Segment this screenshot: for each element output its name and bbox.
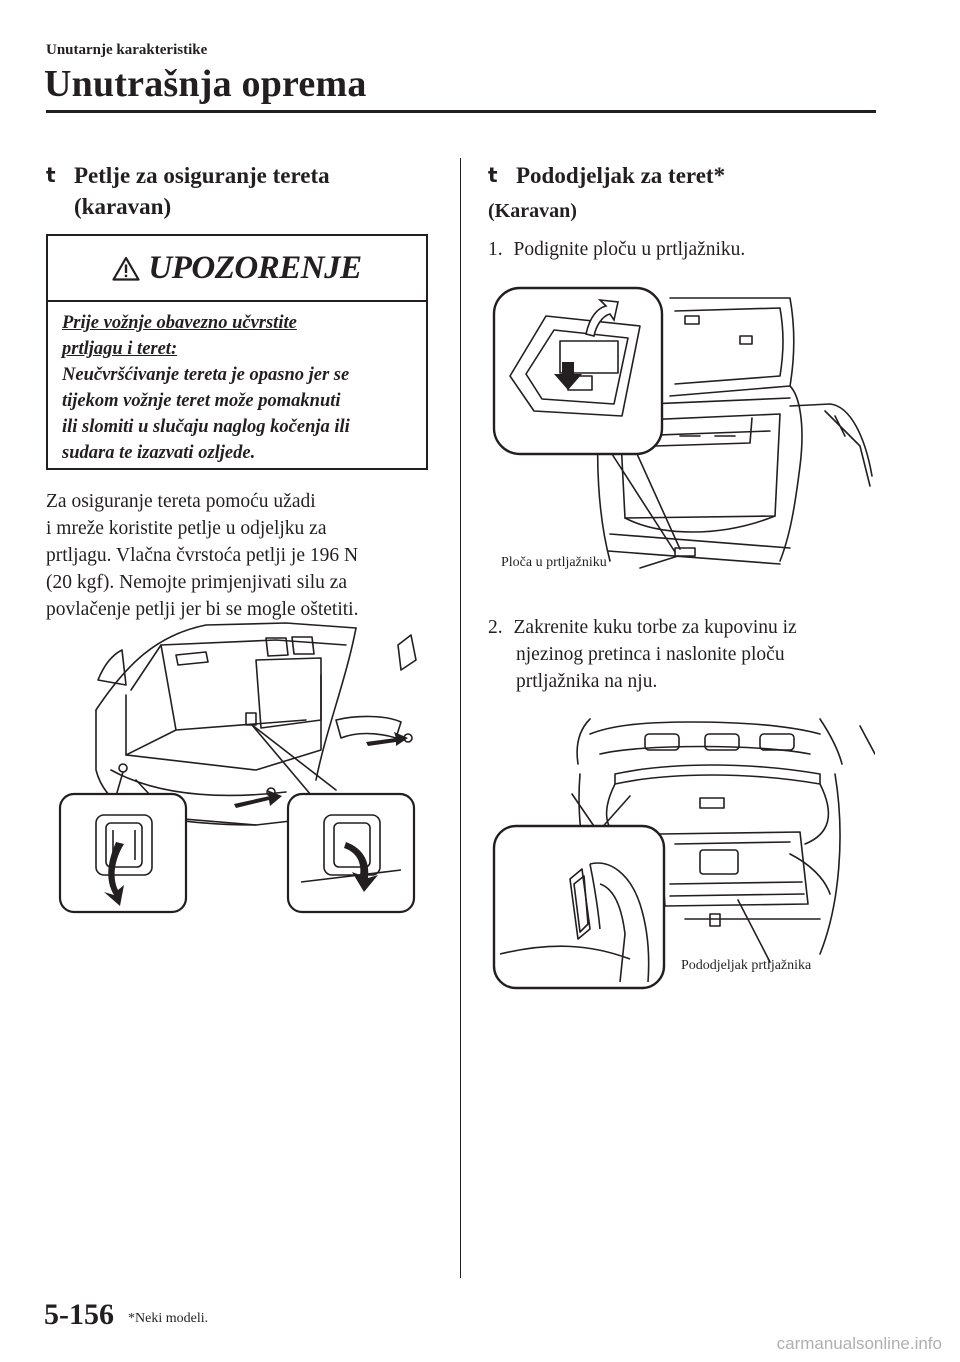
paragraph-line: (20 kgf). Nemojte primjenjivati silu za [46,572,348,593]
step-1-text: Podignite ploču u prtljažniku. [513,239,746,260]
warning-line: tijekom vožnje teret može pomaknuti [62,391,341,411]
warning-triangle-icon [112,256,140,281]
warning-underlined-2: prtljagu i teret: [62,339,178,359]
left-heading-line1: Petlje za osiguranje tereta [74,163,330,188]
paragraph-line: i mreže koristite petlje u odjeljku za [46,518,327,539]
right-heading-text: Pododjeljak za teret* [516,163,726,188]
step-2-line: Zakrenite kuku torbe za kupovinu iz [513,617,797,638]
heading-bullet: t [46,163,56,187]
step-2-number: 2. [488,617,503,638]
step-1-number: 1. [488,239,503,260]
right-heading [488,160,868,191]
left-heading [46,160,446,222]
step-1 [488,236,878,263]
warning-header [48,236,426,302]
warning-underlined-1: Prije vožnje obavezno učvrstite [62,313,297,333]
page-title: Unutrašnja oprema [44,63,367,105]
step-2-line: prtljažnika na nju. [516,671,658,692]
callout-sub-trunk: Pododjeljak prtljažnika [681,958,812,973]
paragraph-line: prtljagu. Vlačna čvrstoća petlji je 196 N [46,545,359,566]
warning-box [46,234,428,470]
warning-line: ili slomiti u slučaju naglog kočenja ili [62,417,350,437]
warning-body [62,310,416,466]
tie-down-hooks-illustration [56,620,421,916]
right-subheading: (Karavan) [488,200,577,222]
warning-title: UPOZORENJE [148,249,362,286]
watermark: carmanualsonline.info [776,1334,942,1353]
left-heading-line2: (karavan) [74,194,172,219]
step-2-line: njezinog pretinca i naslonite ploču [516,644,785,665]
section-label: Unutarnje karakteristike [46,42,208,58]
warning-line: Neučvršćivanje tereta je opasno jer se [62,365,350,385]
column-divider [460,158,461,1278]
page-number: 5-156 [44,1298,114,1331]
footnote: *Neki modeli. [128,1311,209,1326]
luggage-board-illustration [490,286,875,578]
left-paragraph [46,488,446,623]
warning-line: sudara te izazvati ozljede. [62,443,256,463]
paragraph-line: povlačenje petlji jer bi se mogle oštetiti. [46,599,359,620]
sub-trunk-illustration [490,714,875,990]
callout-luggage-board: Ploča u prtljažniku [501,555,607,570]
paragraph-line: Za osiguranje tereta pomoću užadi [46,491,316,512]
step-2 [488,614,888,695]
title-rule [46,110,876,113]
heading-bullet: t [488,163,498,187]
